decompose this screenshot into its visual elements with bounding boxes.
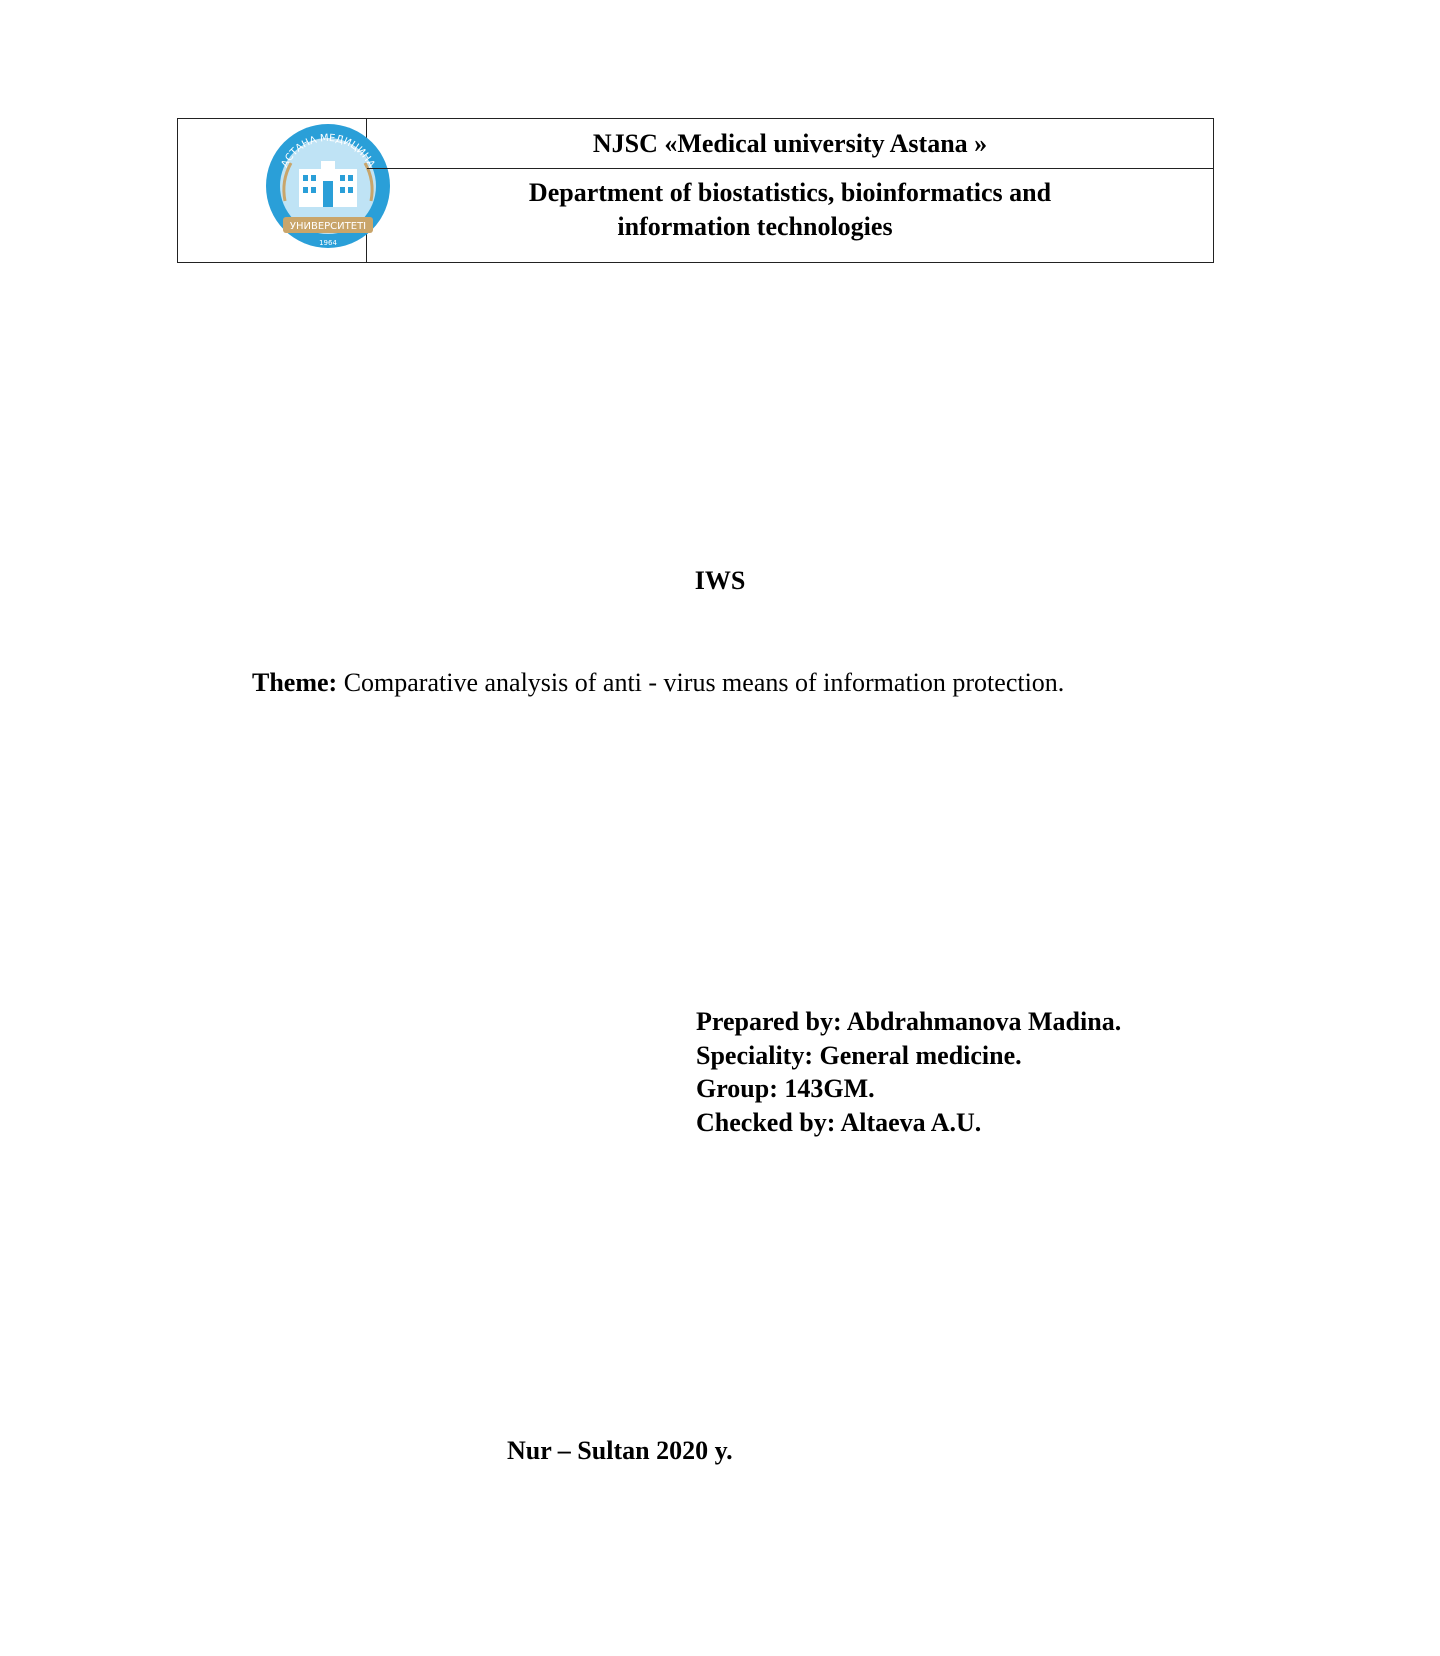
institution-title: NJSC «Medical university Astana »	[367, 119, 1213, 169]
logo-ribbon-text: УНИВЕРСИТЕТІ	[289, 221, 367, 232]
group: Group: 143GM.	[696, 1074, 875, 1103]
logo-year-text: 1964	[319, 239, 337, 247]
theme-line	[252, 668, 1064, 698]
checked-by: Checked by: Altaeva A.U.	[696, 1107, 982, 1137]
prepared-by: Prepared by: Abdrahmanova Madina.	[696, 1007, 1122, 1036]
logo-ring-text: АСТАНА МЕДИЦИНА	[279, 132, 377, 170]
city-year-footer: Nur – Sultan 2020 y.	[507, 1436, 733, 1465]
theme-label: Theme:	[252, 668, 338, 697]
department-line-1: Department of biostatistics, bioinformatics and	[528, 178, 1052, 207]
speciality: Speciality: General medicine.	[696, 1040, 1022, 1070]
theme-text: Comparative analysis of anti - virus means of information protection.	[337, 668, 1065, 697]
department-line-2: information technologies	[617, 212, 893, 241]
department-name	[367, 169, 1213, 262]
header-table	[177, 118, 1214, 263]
work-type-heading: IWS	[694, 566, 746, 595]
author-info-block	[696, 1005, 1121, 1139]
